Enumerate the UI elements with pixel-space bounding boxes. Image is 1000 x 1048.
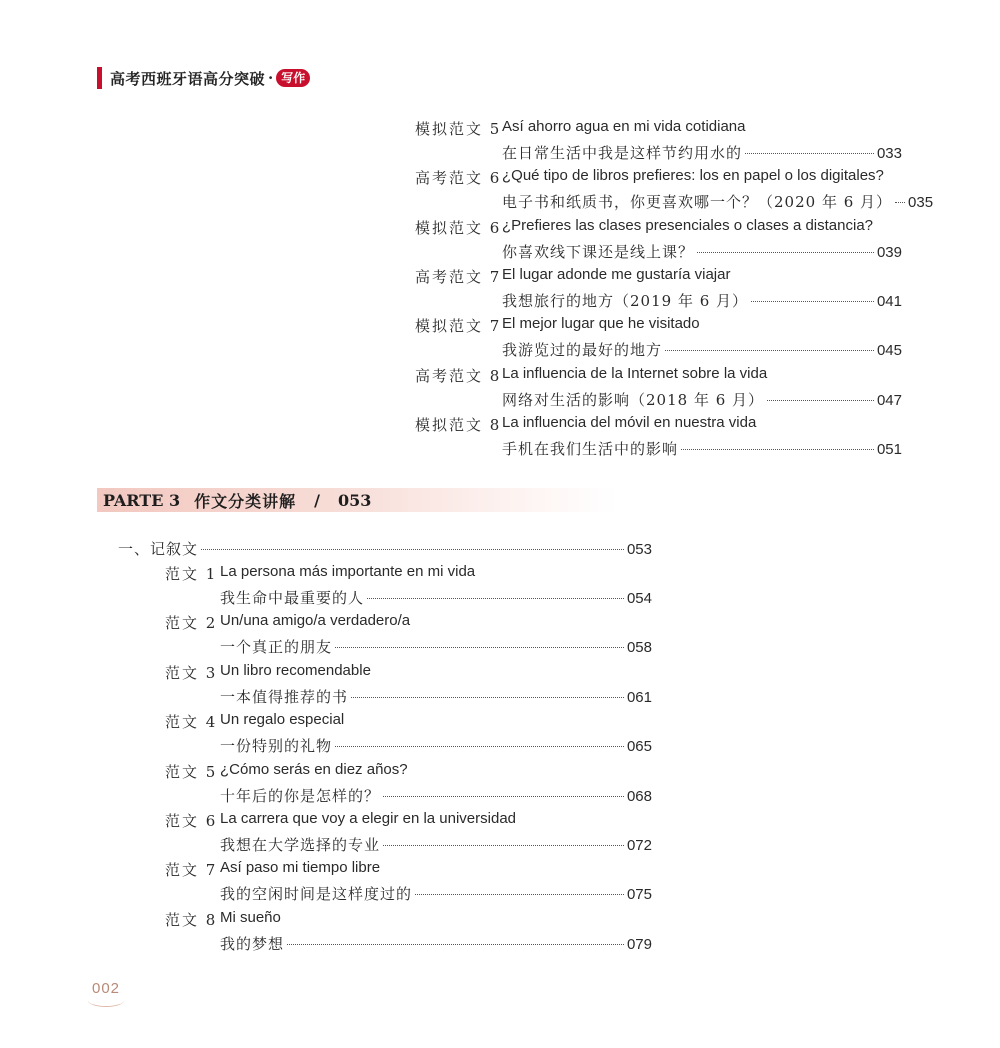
dot-leader <box>895 202 905 203</box>
section-title: 一、记叙文 <box>118 540 199 558</box>
part-title: 作文分类讲解 <box>194 491 297 511</box>
entry-title-es: La influencia del móvil en nuestra vida <box>502 413 757 431</box>
dot-leader <box>697 252 874 253</box>
entry-title-es: Así ahorro agua en mi vida cotidiana <box>502 118 746 135</box>
entry-title-zh: 我的空闲时间是这样度过的 <box>220 885 413 904</box>
entry-line-zh <box>220 636 652 657</box>
entry-title-es: El lugar adonde me gustaría viajar <box>502 265 731 283</box>
book-title: 高考西班牙语高分突破 <box>110 69 266 88</box>
entry-line-zh <box>502 142 902 163</box>
entry-page: 072 <box>626 837 652 854</box>
entry-title-es: La persona más importante en mi vida <box>220 563 476 580</box>
entry-line-zh <box>502 389 902 410</box>
entry-page: 041 <box>876 292 902 310</box>
entry-title-es: ¿Cómo serás en diez años? <box>220 760 408 778</box>
entry-page: 061 <box>626 688 652 706</box>
entry-page: 065 <box>626 738 652 756</box>
dot-leader <box>383 845 624 846</box>
entry-title-zh: 网络对生活的影响（2018 年 6 月） <box>502 390 765 409</box>
dot-leader <box>665 350 874 351</box>
dot-leader <box>383 796 624 797</box>
entry-label: 模拟范文 7 <box>415 317 502 336</box>
entry-label: 范文 2 <box>165 614 218 633</box>
toc-entry[interactable] <box>250 414 1000 464</box>
entry-line-zh <box>220 785 652 806</box>
entry-label: 范文 6 <box>165 812 218 830</box>
entry-title-es: Mi sueño <box>220 908 281 926</box>
entry-label: 高考范文 6 <box>415 169 502 188</box>
dot-leader <box>287 944 624 945</box>
entry-title-zh: 电子书和纸质书，你更喜欢哪一个？（2020 年 6 月） <box>502 193 893 212</box>
entry-label: 高考范文 7 <box>415 267 502 286</box>
entry-page: 068 <box>626 787 652 805</box>
toc-entry[interactable] <box>250 266 1000 316</box>
entry-label: 范文 7 <box>165 861 218 880</box>
part-page: 053 <box>337 490 372 510</box>
entry-title-zh: 我的梦想 <box>220 934 285 953</box>
entry-page: 035 <box>908 194 934 212</box>
entry-label: 高考范文 8 <box>415 366 502 385</box>
dot-leader <box>751 301 874 302</box>
entry-title-es: La carrera que voy a elegir en la universidad <box>220 810 517 827</box>
entry-line-zh <box>220 933 652 954</box>
entry-title-es: ¿Qué tipo de libros prefieres: los en papel o los digitales? <box>502 167 884 185</box>
toc-entry[interactable] <box>0 909 750 959</box>
entry-title-zh: 手机在我们生活中的影响 <box>502 439 679 458</box>
entry-line-zh <box>220 834 652 855</box>
entry-title-zh: 一个真正的朋友 <box>220 638 333 657</box>
toc-entry[interactable] <box>0 761 750 811</box>
entry-label: 模拟范文 6 <box>415 218 502 237</box>
toc-entry[interactable] <box>0 563 750 613</box>
dot-leader <box>415 894 624 895</box>
entry-label: 范文 8 <box>165 910 218 929</box>
header-accent-bar <box>97 67 102 89</box>
entry-page: 045 <box>876 342 902 360</box>
entry-page: 058 <box>626 639 652 657</box>
dot-leader <box>335 647 624 648</box>
dot-leader <box>335 746 624 747</box>
entry-title-zh: 你喜欢线下课还是线上课？ <box>502 242 695 261</box>
toc-entry[interactable] <box>0 711 750 761</box>
dot-leader <box>745 153 874 154</box>
toc-entry[interactable] <box>0 662 750 712</box>
entry-page: 075 <box>626 886 652 904</box>
toc-entry[interactable] <box>0 810 750 860</box>
entry-label: 范文 5 <box>165 762 218 781</box>
entry-title-zh: 十年后的你是怎样的？ <box>220 786 381 805</box>
part-number: PARTE 3 <box>103 490 181 510</box>
dot-leader <box>681 449 874 450</box>
entry-title-zh: 一本值得推荐的书 <box>220 687 349 706</box>
entry-title-es: La influencia de la Internet sobre la vida <box>502 364 768 382</box>
entry-page: 039 <box>876 243 902 261</box>
dot-leader <box>201 549 624 550</box>
entry-line-zh <box>502 241 902 262</box>
entry-title-es: Un libro recomendable <box>220 661 371 679</box>
entry-line-zh <box>502 438 902 459</box>
entry-line-zh <box>502 191 934 212</box>
entry-label: 范文 4 <box>165 713 218 732</box>
entry-title-es: Así paso mi tiempo libre <box>220 859 381 877</box>
entry-title-zh: 我想旅行的地方（2019 年 6 月） <box>502 291 749 310</box>
entry-title-zh: 我想在大学选择的专业 <box>220 836 381 854</box>
entry-title-zh: 我生命中最重要的人 <box>220 589 365 607</box>
dot-leader <box>367 598 624 599</box>
dot-leader <box>351 697 624 698</box>
entry-page: 051 <box>876 440 902 458</box>
part-separator: / <box>314 490 320 510</box>
entry-line-zh <box>220 883 652 904</box>
entry-title-zh: 一份特别的礼物 <box>220 737 333 756</box>
toc-entry[interactable] <box>0 612 750 662</box>
entry-title-zh: 我游览过的最好的地方 <box>502 341 663 360</box>
entry-label: 模拟范文 8 <box>415 415 502 434</box>
entry-line-zh <box>220 735 652 756</box>
section-heading[interactable] <box>118 538 652 560</box>
title-separator: · <box>268 69 274 87</box>
entry-page: 033 <box>876 145 902 162</box>
toc-entry[interactable] <box>0 859 750 909</box>
entry-line-zh <box>220 686 652 707</box>
entry-title-es: Un regalo especial <box>220 711 345 729</box>
dot-leader <box>767 400 874 401</box>
entry-title-zh: 在日常生活中我是这样节约用水的 <box>502 144 743 162</box>
entry-label: 模拟范文 5 <box>415 120 502 138</box>
toc-entry[interactable] <box>250 315 1000 365</box>
running-header <box>97 66 310 90</box>
entry-line-zh <box>220 587 652 608</box>
entry-line-zh <box>502 339 902 360</box>
toc-entry[interactable] <box>250 217 1000 267</box>
page-number-ornament <box>88 994 124 1007</box>
section-page: 053 <box>626 541 652 558</box>
page-number: 002 <box>92 980 121 997</box>
toc-entry[interactable] <box>250 167 1000 217</box>
entry-title-es: Un/una amigo/a verdadero/a <box>220 612 411 630</box>
entry-title-es: ¿Prefieres las clases presenciales o clases a distancia? <box>502 216 874 234</box>
entry-page: 054 <box>626 590 652 607</box>
writing-badge: 写作 <box>276 69 310 87</box>
entry-label: 范文 1 <box>165 565 218 583</box>
toc-entry[interactable] <box>250 365 1000 415</box>
entry-line-zh <box>502 290 902 311</box>
entry-label: 范文 3 <box>165 663 218 682</box>
part-heading[interactable] <box>97 488 617 512</box>
entry-title-es: El mejor lugar que he visitado <box>502 315 700 333</box>
entry-page: 047 <box>876 391 902 409</box>
toc-entry[interactable] <box>250 118 1000 168</box>
entry-page: 079 <box>626 935 652 953</box>
